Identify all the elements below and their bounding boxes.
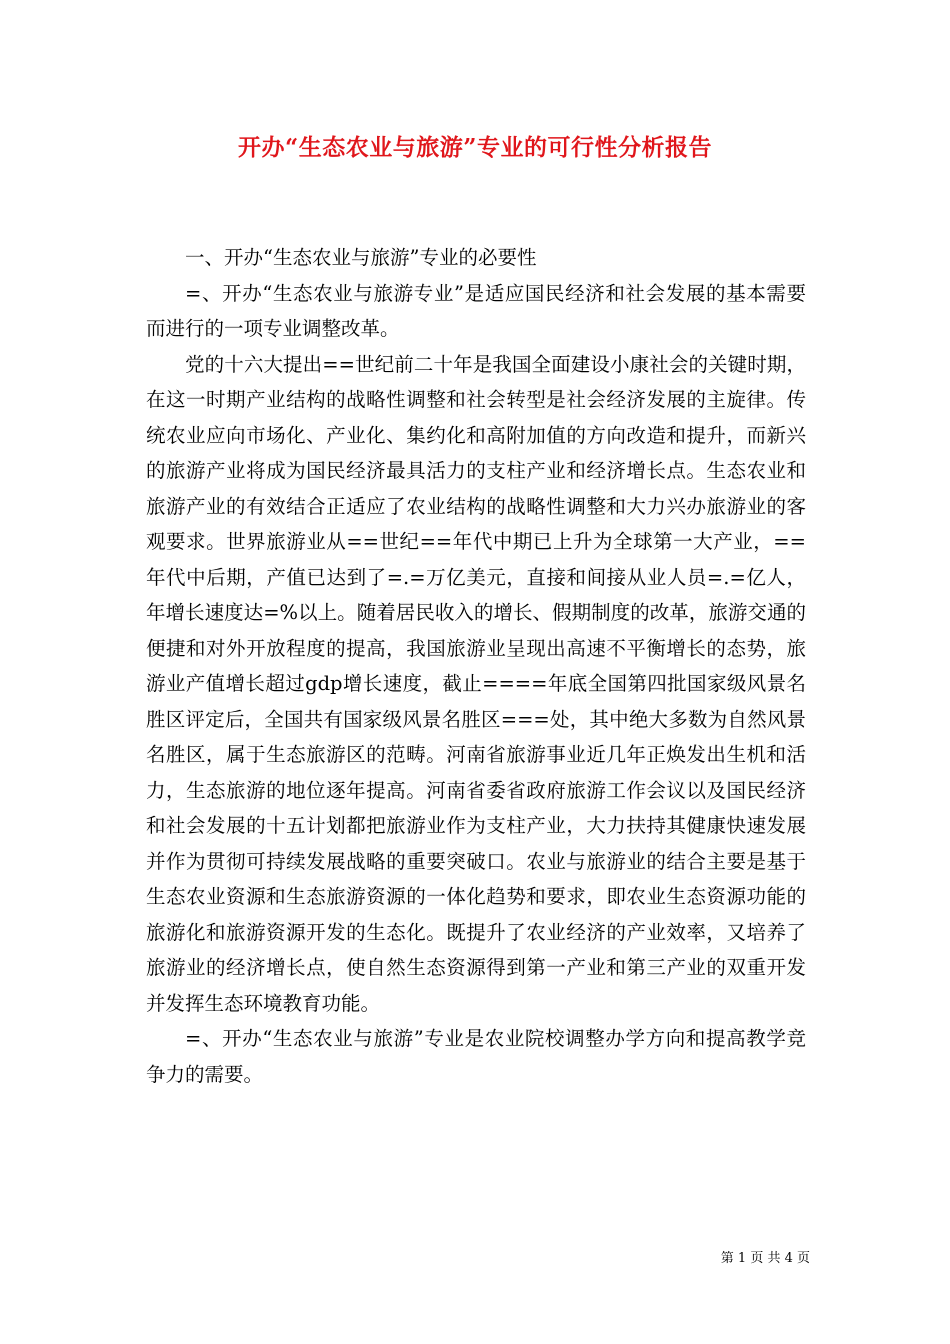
document-title: 开办“生态农业与旅游”专业的可行性分析报告 xyxy=(238,134,712,161)
paragraph-subheading-2: =、开办“生态农业与旅游”专业是农业院校调整办学方向和提高教学竞争力的需要。 xyxy=(146,1027,806,1086)
paragraph-subheading-1: =、开办“生态农业与旅游专业”是适应国民经济和社会发展的基本需要而进行的一项专业调整改革。 xyxy=(146,281,806,340)
section-heading: 一、开办“生态农业与旅游”专业的必要性 xyxy=(185,246,537,269)
document-body xyxy=(146,240,806,1092)
page-number: 第 1 页 共 4 页 xyxy=(720,1251,810,1266)
paragraph-main: 党的十六大提出==世纪前二十年是我国全面建设小康社会的关键时期，在这一时期产业结构的战略性调整和社会转型是社会经济发展的主旋律。传统农业应向市场化、产业化、集约化和高附加值的方向改造和提升，而新兴的旅游产业将成为国民经济最具活力的支柱产业和经济增长点。生态农业和旅游产业的有效结合正适应了农业结构的战略性调整和大力兴办旅游业的客观要求。世界旅游业从==世纪==年代中期已上升为全球第一大产业，==年代中后期，产值已达到了=.=万亿美元，直接和间接从业人员=.=亿人，年增长速度达=%以上。随着居民收入的增长、假期制度的改革，旅游交通的便捷和对外开放程度的提高，我国旅游业呈现出高速不平衡增长的态势，旅游业产值增长超过gdp增长速度，截止====年底全国第四批国家级风景名胜区评定后，全国共有国家级风景名胜区===处，其中绝大多数为自然风景名胜区，属于生态旅游区的范畴。河南省旅游事业近几年正焕发出生机和活力，生态旅游的地位逐年提高。河南省委省政府旅游工作会议以及国民经济和社会发展的十五计划都把旅游业作为支柱产业，大力扶持其健康快速发展并作为贯彻可持续发展战略的重要突破口。农业与旅游业的结合主要是基于生态农业资源和生态旅游资源的一体化趋势和要求，即农业生态资源功能的旅游化和旅游资源开发的生态化。既提升了农业经济的产业效率，又培养了旅游业的经济增长点，使自然生态资源得到第一产业和第三产业的双重开发并发挥生态环境教育功能。 xyxy=(146,352,806,1015)
